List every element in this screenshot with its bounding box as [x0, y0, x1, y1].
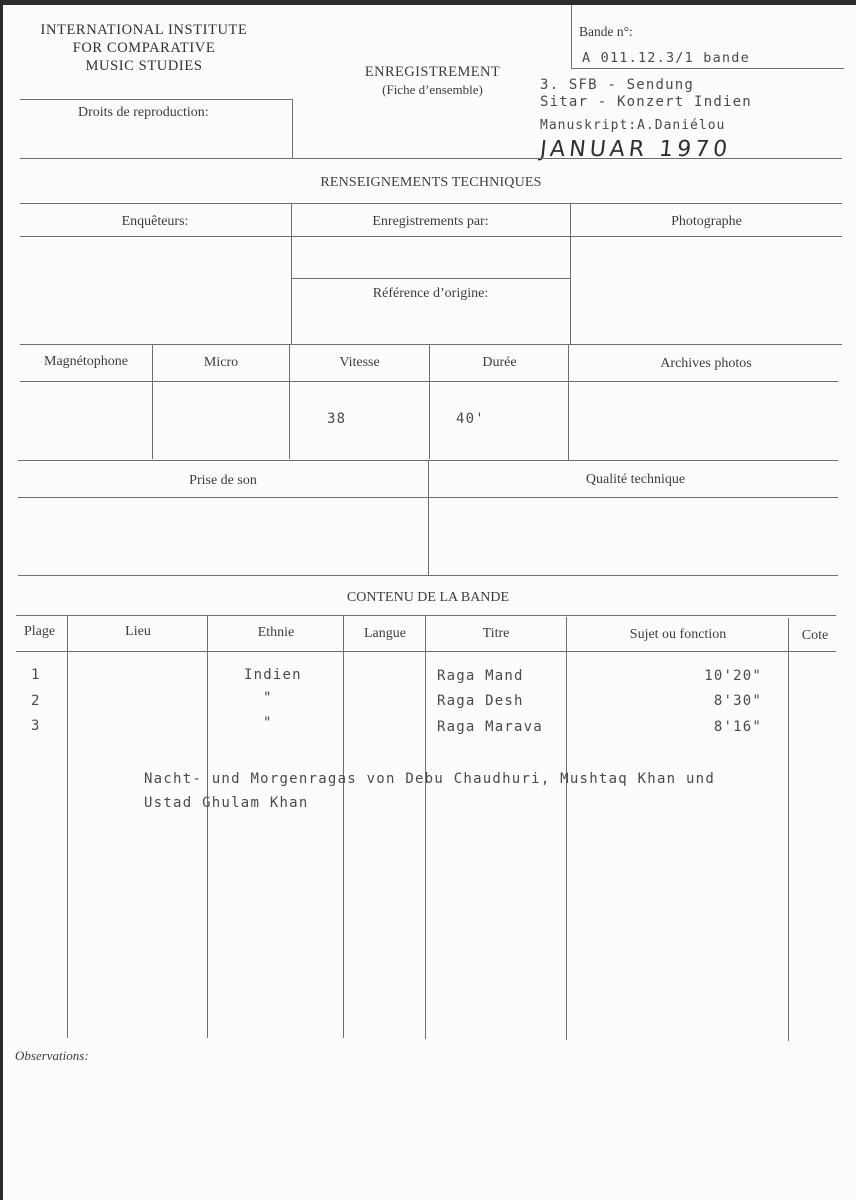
bande-bottom-rule [571, 68, 844, 69]
institute-line-3: MUSIC STUDIES [85, 58, 203, 74]
micro-label: Micro [203, 355, 239, 370]
contenu-vrule-6 [788, 618, 789, 1041]
row2-titre: Raga Desh [437, 693, 524, 709]
tech-vrule-g [428, 460, 429, 576]
tech-rule-2 [20, 236, 842, 237]
reference-origine-label: Référence d’origine: [372, 286, 489, 301]
archives-photos-label: Archives photos [660, 356, 752, 371]
row2-ethnie: " [263, 690, 273, 706]
enregistrement-title: ENREGISTREMENT [364, 64, 501, 80]
institute-line-2: FOR COMPARATIVE [72, 40, 216, 56]
duree-label: Durée [482, 355, 517, 370]
row1-plage: 1 [31, 667, 41, 683]
contenu-title: CONTENU DE LA BANDE [346, 590, 510, 605]
vitesse-value: 38 [327, 411, 347, 427]
row3-plage: 3 [31, 718, 41, 734]
tech-vrule-c [152, 344, 153, 459]
tech-rule-1 [20, 203, 842, 204]
contenu-vrule-2 [207, 615, 208, 1038]
enregistrements-par-label: Enregistrements par: [372, 214, 489, 229]
row1-ethnie: Indien [244, 667, 302, 683]
typed-konzert: Sitar - Konzert Indien [540, 94, 752, 110]
tech-rule-3 [20, 344, 842, 345]
observations-label: Observations: [15, 1048, 89, 1063]
magnetophone-label: Magnétophone [44, 354, 128, 369]
typed-sendung: 3. SFB - Sendung [540, 77, 695, 93]
photographe-label: Photographe [671, 214, 742, 229]
tech-rule-4 [20, 381, 838, 382]
scan-edge-top [0, 0, 856, 5]
tech-vrule-e [429, 344, 430, 459]
enqueteurs-label: Enquêteurs: [121, 214, 189, 229]
duree-value: 40' [456, 411, 485, 427]
typed-manuskript: Manuskript:A.Daniélou [540, 118, 726, 133]
contenu-note-line-1: Nacht- und Morgenragas von Debu Chaudhuri, Mushtaq Khan und [144, 771, 716, 787]
contenu-vrule-3 [343, 615, 344, 1038]
col-ethnie: Ethnie [257, 625, 295, 640]
droits-right-rule [292, 99, 293, 158]
tech-vrule-a [291, 203, 292, 344]
col-plage: Plage [24, 624, 56, 639]
col-cote: Cote [801, 628, 829, 643]
droits-top-rule [20, 99, 292, 100]
contenu-vrule-1 [67, 615, 68, 1038]
handwritten-date: JANUAR 1970 [538, 137, 733, 162]
row3-ethnie: " [263, 715, 273, 731]
row1-titre: Raga Mand [437, 668, 524, 684]
contenu-rule-1 [16, 615, 836, 616]
tech-vrule-b [570, 203, 571, 344]
vitesse-label: Vitesse [339, 355, 380, 370]
contenu-rule-2 [16, 651, 836, 652]
prise-de-son-label: Prise de son [189, 473, 257, 488]
bande-value: A 011.12.3/1 bande [582, 50, 750, 66]
scan-edge-left [0, 0, 3, 1200]
contenu-note-line-2: Ustad Ghulam Khan [144, 795, 309, 811]
contenu-vrule-5 [566, 617, 567, 1040]
col-langue: Langue [364, 626, 406, 641]
tech-rule-ref [291, 278, 570, 279]
enregistrement-subtitle: (Fiche d’ensemble) [382, 82, 483, 97]
tech-vrule-d [289, 344, 290, 459]
contenu-vrule-4 [425, 615, 426, 1039]
tech-vrule-f [568, 344, 569, 461]
row3-duree: 8'16" [713, 719, 762, 735]
row2-plage: 2 [31, 693, 41, 709]
renseignements-title: RENSEIGNEMENTS TECHNIQUES [320, 175, 542, 190]
tech-rule-7 [18, 575, 838, 576]
row1-duree: 10'20" [704, 668, 762, 684]
institute-line-1: INTERNATIONAL INSTITUTE [40, 22, 248, 38]
tech-rule-6 [18, 497, 838, 498]
header-bottom-rule [20, 158, 842, 159]
col-sujet: Sujet ou fonction [629, 627, 727, 642]
col-titre: Titre [482, 626, 510, 641]
row3-titre: Raga Marava [437, 719, 543, 735]
droits-label: Droits de reproduction: [78, 105, 209, 120]
bande-left-rule [571, 5, 572, 69]
col-lieu: Lieu [125, 624, 151, 639]
qualite-technique-label: Qualité technique [585, 472, 686, 487]
bande-label: Bande n°: [579, 24, 633, 39]
row2-duree: 8'30" [713, 693, 762, 709]
